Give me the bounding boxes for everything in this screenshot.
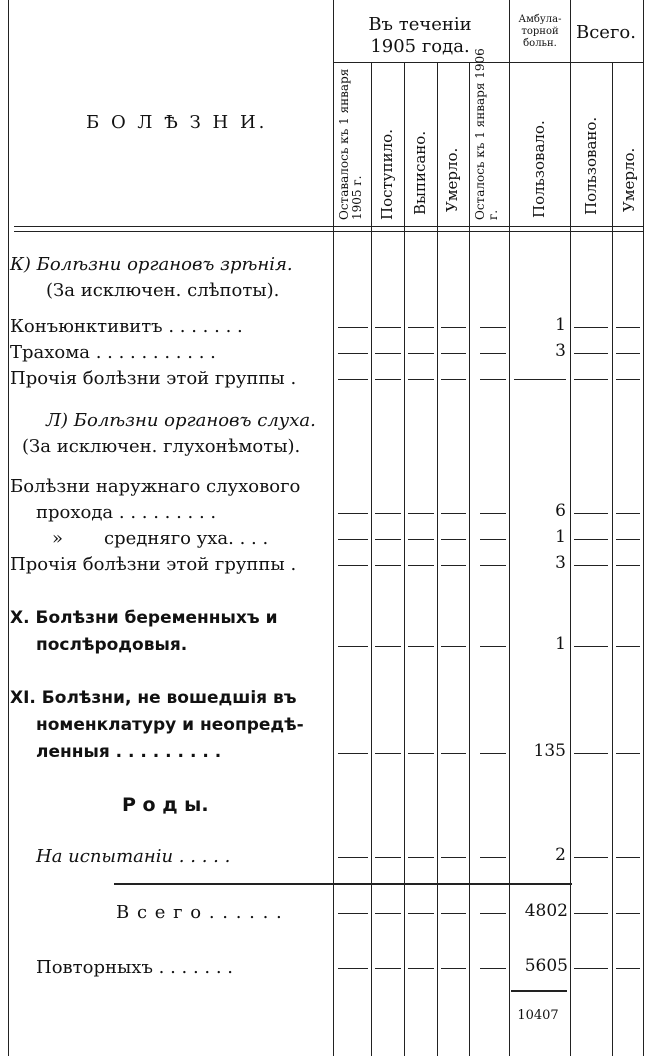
empty-cell-dash (480, 968, 506, 969)
row-other-ear: Прочія болѣзни этой группы . (10, 554, 297, 575)
empty-cell-dash (375, 379, 401, 380)
column-divider (333, 0, 334, 1056)
empty-cell-dash (408, 565, 434, 566)
row-outer-ear-2: прохода . . . . . . . . . (36, 502, 217, 523)
empty-cell-dash (441, 646, 466, 647)
empty-cell-dash (338, 968, 368, 969)
column-divider (509, 0, 510, 1056)
empty-cell-dash (616, 353, 640, 354)
empty-cell-dash (616, 913, 640, 914)
row-middle-ear: средняго уха. . . . (104, 528, 269, 549)
row-trachoma: Трахома . . . . . . . . . . . (10, 342, 216, 363)
empty-cell-dash (616, 646, 640, 647)
empty-cell-dash (480, 353, 506, 354)
column-divider (8, 0, 9, 1056)
empty-cell-dash (616, 753, 640, 754)
col-remained-1906: Осталось къ 1 января 1906 г. (473, 48, 500, 220)
column-divider (437, 62, 438, 1056)
empty-cell-dash (616, 968, 640, 969)
empty-cell-dash (375, 913, 401, 914)
empty-cell-dash (574, 513, 608, 514)
empty-cell-dash (375, 968, 401, 969)
value-repeat: 5605 (524, 956, 568, 976)
column-divider (404, 62, 405, 1056)
empty-cell-dash (616, 857, 640, 858)
empty-cell-dash (480, 539, 506, 540)
empty-cell-dash (574, 327, 608, 328)
empty-cell-dash (375, 539, 401, 540)
section-xi-line1: XI. Болѣзни, не вошедшія въ (10, 688, 297, 708)
section-k-subtitle: (За исключен. слѣпоты). (46, 280, 280, 301)
row-conjunctivitis: Конъюнктивитъ . . . . . . . (10, 316, 243, 337)
section-xi-line3: ленныя . . . . . . . . . (36, 742, 222, 762)
row-other-eye: Прочія болѣзни этой группы . (10, 368, 297, 389)
empty-cell-dash (574, 753, 608, 754)
empty-cell-dash (480, 753, 506, 754)
value-conjunctivitis: 1 (555, 315, 566, 335)
empty-cell-dash (408, 753, 434, 754)
col-died: Умерло. (443, 147, 461, 212)
row-repeat: Повторныхъ . . . . . . . (36, 957, 234, 978)
value-trachoma: 3 (555, 341, 566, 361)
col-admitted: Поступило. (378, 129, 396, 220)
column-divider (371, 62, 372, 1056)
empty-cell-dash (441, 753, 466, 754)
empty-cell-dash (480, 513, 506, 514)
header-bottom-line (14, 231, 643, 232)
col-used-ambulatory: Пользовало. (530, 120, 548, 218)
empty-cell-dash (441, 327, 466, 328)
empty-cell-dash (375, 857, 401, 858)
col-died-total: Умерло. (620, 147, 638, 212)
row-total: В с е г о . . . . . . (116, 902, 283, 923)
empty-cell-dash (441, 857, 466, 858)
total-header: Всего. (576, 22, 636, 43)
empty-cell-dash (441, 565, 466, 566)
empty-cell-dash (616, 513, 640, 514)
empty-cell-dash (574, 379, 608, 380)
empty-cell-dash (408, 913, 434, 914)
empty-cell-dash (441, 379, 466, 380)
value-middle-ear: 1 (555, 527, 566, 547)
diseases-header: Б О Л Ѣ З Н И. (86, 112, 268, 133)
empty-cell-dash (338, 327, 368, 328)
section-k-title: К) Болѣзни органовъ зрѣнія. (10, 254, 293, 275)
empty-cell-dash (441, 539, 466, 540)
empty-cell-dash (408, 379, 434, 380)
col-used-total: Пользовано. (582, 116, 600, 215)
empty-cell-dash (574, 646, 608, 647)
empty-cell-dash (514, 379, 566, 380)
empty-cell-dash (441, 513, 466, 514)
empty-cell-dash (338, 913, 368, 914)
empty-cell-dash (441, 913, 466, 914)
empty-cell-dash (616, 565, 640, 566)
empty-cell-dash (480, 379, 506, 380)
sum-line (511, 990, 567, 992)
empty-cell-dash (616, 379, 640, 380)
empty-cell-dash (408, 857, 434, 858)
section-x-line1: X. Болѣзни беременныхъ и (10, 608, 278, 628)
empty-cell-dash (338, 539, 368, 540)
value-pregnancy: 1 (555, 634, 566, 654)
ambulatory-header: Амбула- торной больн. (518, 14, 562, 49)
empty-cell-dash (408, 327, 434, 328)
empty-cell-dash (480, 565, 506, 566)
section-l-subtitle: (За исключен. глухонѣмоты). (22, 436, 301, 457)
col-discharged: Выписано. (411, 130, 429, 215)
total-separator (114, 883, 572, 885)
value-on-trial: 2 (555, 845, 566, 865)
value-total: 4802 (524, 901, 568, 921)
empty-cell-dash (574, 565, 608, 566)
empty-cell-dash (375, 513, 401, 514)
column-divider (570, 0, 571, 1056)
section-xi-line2: номенклатуру и неопредѣ- (36, 715, 304, 735)
empty-cell-dash (408, 968, 434, 969)
value-outer-ear: 6 (555, 501, 566, 521)
empty-cell-dash (375, 646, 401, 647)
column-divider (469, 62, 470, 1056)
empty-cell-dash (375, 327, 401, 328)
empty-cell-dash (408, 513, 434, 514)
empty-cell-dash (480, 857, 506, 858)
column-divider (643, 0, 644, 1056)
empty-cell-dash (408, 646, 434, 647)
empty-cell-dash (574, 353, 608, 354)
empty-cell-dash (338, 379, 368, 380)
empty-cell-dash (574, 857, 608, 858)
row-on-trial: На испытаніи . . . . . (36, 846, 231, 867)
empty-cell-dash (574, 539, 608, 540)
empty-cell-dash (441, 968, 466, 969)
column-divider (612, 62, 613, 1056)
empty-cell-dash (338, 353, 368, 354)
empty-cell-dash (480, 913, 506, 914)
births-heading: Р о д ы. (122, 794, 209, 816)
empty-cell-dash (616, 539, 640, 540)
empty-cell-dash (574, 913, 608, 914)
empty-cell-dash (441, 353, 466, 354)
empty-cell-dash (480, 327, 506, 328)
empty-cell-dash (480, 646, 506, 647)
row-middle-ear-quote: » (52, 528, 64, 549)
empty-cell-dash (338, 513, 368, 514)
empty-cell-dash (338, 646, 368, 647)
section-x-line2: послѣродовыя. (36, 635, 188, 655)
col-remained-1905: Оставалось къ 1 января 1905 г. (337, 68, 364, 220)
empty-cell-dash (338, 565, 368, 566)
empty-cell-dash (574, 968, 608, 969)
empty-cell-dash (338, 753, 368, 754)
empty-cell-dash (375, 353, 401, 354)
empty-cell-dash (338, 857, 368, 858)
empty-cell-dash (408, 539, 434, 540)
during-year-header: Въ теченіи 1905 года. (368, 14, 472, 57)
empty-cell-dash (408, 353, 434, 354)
row-outer-ear-1: Болѣзни наружнаго слухового (10, 476, 301, 497)
section-l-title: Л) Болѣзни органовъ слуха. (46, 410, 316, 431)
value-other-ear: 3 (555, 553, 566, 573)
value-grand-total: 10407 (517, 1008, 559, 1023)
empty-cell-dash (375, 753, 401, 754)
empty-cell-dash (616, 327, 640, 328)
header-bottom-line (14, 226, 643, 227)
empty-cell-dash (375, 565, 401, 566)
value-unclassified: 135 (533, 741, 566, 761)
